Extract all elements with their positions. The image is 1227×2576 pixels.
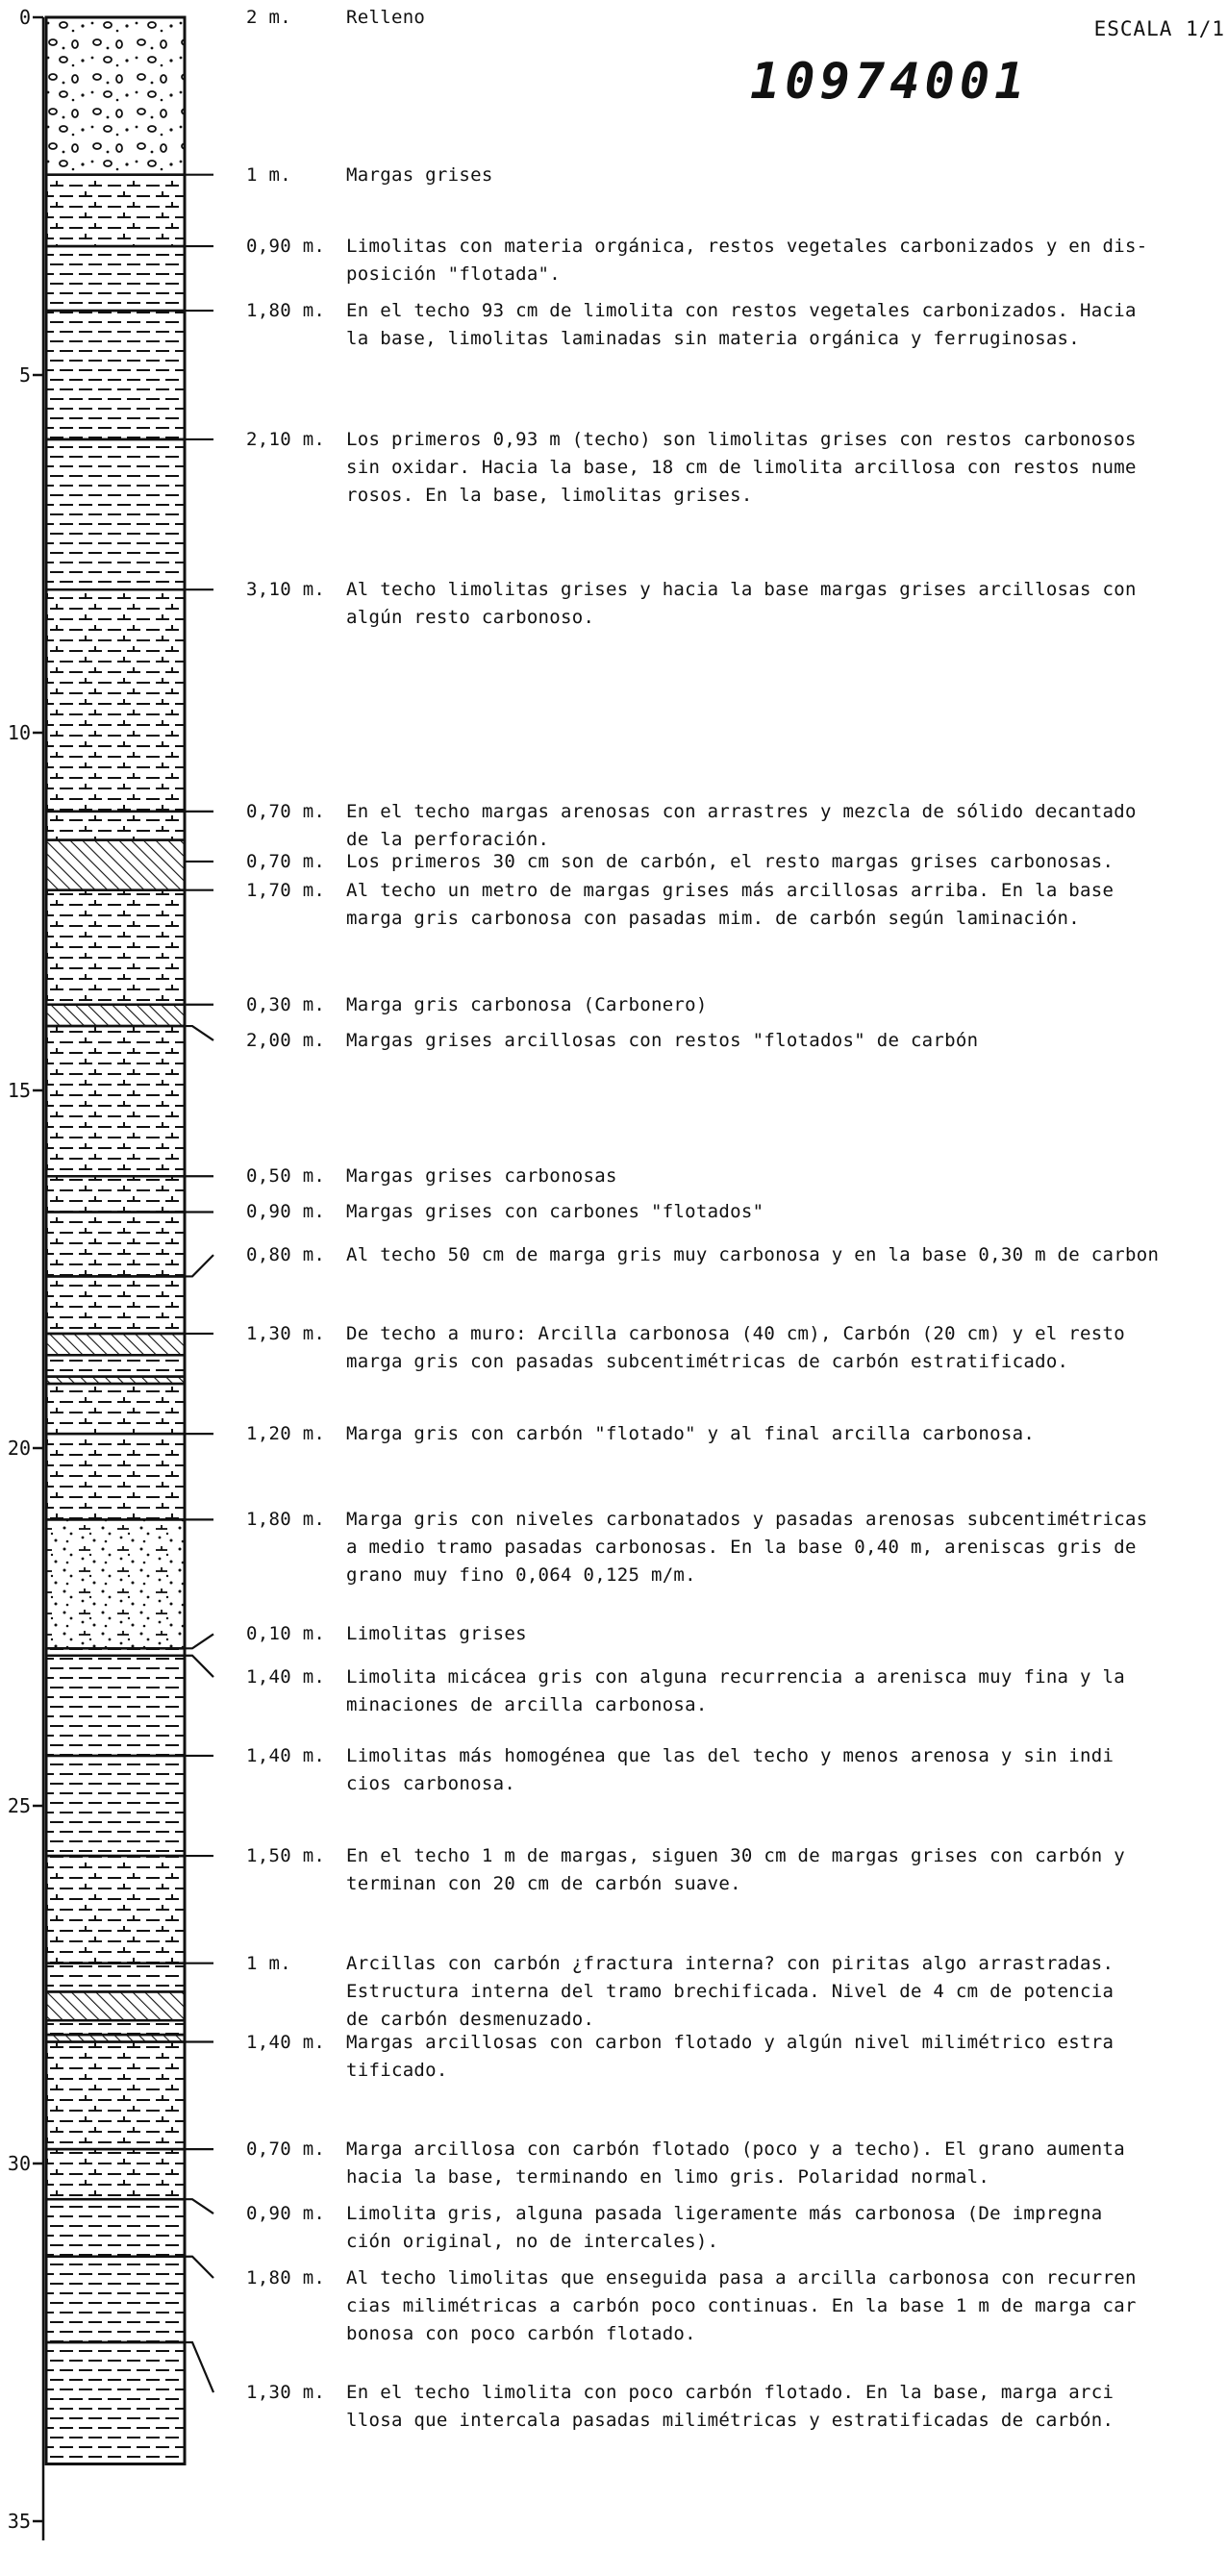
layer-15-silt	[46, 1355, 185, 1376]
description-line: Al techo un metro de margas grises más arcillosas arriba. En la base	[346, 879, 1114, 901]
layer-29-marl	[46, 2149, 185, 2199]
description-line: cias milimétricas a carbón poco continuas. En la base 1 m de marga car	[346, 2295, 1137, 2317]
layer-thickness: 1,30 m.	[246, 2382, 326, 2404]
leader-line	[185, 1255, 213, 1276]
layer-4-silt	[46, 439, 185, 589]
layer-thickness: 0,70 m.	[246, 850, 326, 872]
depth-tick-label: 5	[18, 363, 31, 387]
description-line: algún resto carbonoso.	[346, 607, 595, 629]
description-line: Limolitas más homogénea que las del techo y menos arenosa y sin indi	[346, 1744, 1114, 1766]
depth-tick-label: 35	[7, 2510, 31, 2533]
layer-19-sandy	[46, 1519, 185, 1648]
layer-thickness: 2 m.	[246, 7, 291, 28]
layer-thickness: 0,90 m.	[246, 1201, 326, 1223]
log-code: 10974001	[750, 53, 1030, 111]
layer-thickness: 1,40 m.	[246, 1744, 326, 1766]
description-line: Margas grises	[346, 163, 493, 186]
layer-12-marl	[46, 1212, 185, 1276]
description-line: Margas grises con carbones "flotados"	[346, 1201, 764, 1223]
description-line: llosa que intercala pasadas milimétricas y estratificadas de carbón.	[346, 2410, 1114, 2432]
description-line: Margas grises arcillosas con restos "flotados" de carbón	[346, 1029, 979, 1051]
layer-18-marl	[46, 1434, 185, 1519]
layer-description	[246, 233, 1147, 288]
description-line: marga gris carbonosa con pasadas mim. de carbón según laminación.	[346, 907, 1081, 929]
layer-description	[246, 2200, 1103, 2256]
layer-description	[246, 1163, 617, 1190]
description-line: Los primeros 30 cm son de carbón, el resto margas grises carbonosas.	[346, 850, 1114, 872]
depth-tick-label: 25	[7, 1794, 31, 1817]
layer-description	[246, 2136, 1125, 2191]
layer-thickness: 1,20 m.	[246, 1423, 326, 1445]
description-line: posición "flotada".	[346, 263, 562, 286]
layer-1-marl	[46, 175, 185, 246]
layer-21-silt	[46, 1656, 185, 1756]
layer-description	[246, 1420, 1035, 1448]
leader-line	[185, 1026, 213, 1040]
layer-5-marl	[46, 589, 185, 812]
layer-thickness: 2,10 m.	[246, 428, 326, 450]
description-line: Limolita gris, alguna pasada ligeramente más carbonosa (De impregna	[346, 2203, 1103, 2225]
layer-description	[246, 1950, 1114, 2034]
layer-31-silt	[46, 2257, 185, 2342]
layer-thickness: 0,70 m.	[246, 800, 326, 822]
depth-tick-label: 30	[7, 2152, 31, 2175]
depth-tick-label: 0	[18, 6, 31, 29]
layer-thickness: 2,00 m.	[246, 1029, 326, 1051]
layer-description	[246, 1842, 1125, 1898]
description-line: En el techo limolita con poco carbón flotado. En la base, marga arci	[346, 2382, 1114, 2404]
layer-7-coal	[46, 840, 185, 890]
layer-description	[246, 1663, 1125, 1719]
layer-9-coal	[46, 1005, 185, 1026]
layer-description	[246, 798, 1137, 854]
description-line: ción original, no de intercales).	[346, 2231, 719, 2253]
leader-line	[185, 1656, 213, 1677]
layer-description	[246, 1241, 1159, 1269]
layer-thickness: 1 m.	[246, 163, 291, 186]
description-line: Arcillas con carbón ¿fractura interna? con piritas algo arrastradas.	[346, 1952, 1114, 1974]
layer-description	[246, 576, 1137, 632]
description-line: Marga arcillosa con carbón flotado (poco y a techo). El grano aumenta	[346, 2138, 1125, 2161]
scale-label: ESCALA 1/1	[1093, 17, 1225, 40]
depth-tick-label: 10	[7, 721, 31, 744]
description-line: En el techo 93 cm de limolita con restos vegetales carbonizados. Hacia	[346, 300, 1137, 322]
depth-tick-label: 15	[7, 1079, 31, 1102]
layer-24-silt	[46, 1963, 185, 1992]
leader-line	[185, 2257, 213, 2278]
layer-0-fill	[46, 17, 185, 175]
layer-11-marl	[46, 1176, 185, 1212]
description-line: Margas grises carbonosas	[346, 1165, 617, 1188]
description-line: bonosa con poco carbón flotado.	[346, 2323, 696, 2345]
layer-thickness: 1,50 m.	[246, 1845, 326, 1867]
layer-description	[246, 877, 1114, 933]
layer-thickness: 1 m.	[246, 1952, 291, 1974]
description-line: la base, limolitas laminadas sin materia orgánica y ferruginosas.	[346, 328, 1081, 350]
layer-23-marl	[46, 1856, 185, 1963]
description-line: sin oxidar. Hacia la base, 18 cm de limolita arcillosa con restos nume	[346, 456, 1137, 478]
depth-tick-label: 20	[7, 1437, 31, 1460]
layer-thickness: 3,10 m.	[246, 579, 326, 601]
layer-10-marl	[46, 1026, 185, 1176]
layer-description	[246, 1320, 1125, 1376]
layer-description	[246, 991, 708, 1019]
layer-description	[246, 1620, 527, 1648]
layer-3-silt	[46, 311, 185, 439]
description-line: minaciones de arcilla carbonosa.	[346, 1694, 708, 1716]
description-line: terminan con 20 cm de carbón suave.	[346, 1873, 741, 1895]
description-line: De techo a muro: Arcilla carbonosa (40 cm), Carbón (20 cm) y el resto	[346, 1322, 1125, 1344]
layer-description	[246, 1027, 978, 1055]
layer-description	[246, 848, 1114, 876]
description-line: marga gris con pasadas subcentimétricas de carbón estratificado.	[346, 1350, 1069, 1372]
layer-thickness: 1,30 m.	[246, 1322, 326, 1344]
description-line: grano muy fino 0,064 0,125 m/m.	[346, 1564, 696, 1587]
leader-line	[185, 2342, 213, 2392]
layer-thickness: 0,80 m.	[246, 1244, 326, 1266]
description-line: a medio tramo pasadas carbonosas. En la base 0,40 m, areniscas gris de	[346, 1537, 1137, 1559]
layer-thickness: 0,90 m.	[246, 236, 326, 258]
description-line: rosos. En la base, limolitas grises.	[346, 484, 753, 506]
description-line: cios carbonosa.	[346, 1772, 516, 1794]
description-line: tificado.	[346, 2059, 448, 2081]
layer-thickness: 0,90 m.	[246, 2203, 326, 2225]
description-line: En el techo margas arenosas con arrastres y mezcla de sólido decantado	[346, 800, 1137, 822]
description-line: Al techo 50 cm de marga gris muy carbonosa y en la base 0,30 m de carbon	[346, 1244, 1160, 1266]
layer-thickness: 1,40 m.	[246, 2031, 326, 2053]
layer-8-marl	[46, 890, 185, 1005]
layer-thickness: 1,80 m.	[246, 300, 326, 322]
layer-22-silt	[46, 1756, 185, 1856]
layer-description	[246, 162, 493, 189]
description-line: En el techo 1 m de margas, siguen 30 cm de margas grises con carbón y	[346, 1845, 1125, 1867]
layer-17-marl	[46, 1384, 185, 1434]
layer-description	[246, 4, 425, 32]
description-line: Los primeros 0,93 m (techo) son limolitas grises con restos carbonosos	[346, 428, 1137, 450]
description-line: Limolita micácea gris con alguna recurrencia a arenisca muy fina y la	[346, 1666, 1125, 1688]
layer-thickness: 0,10 m.	[246, 1623, 326, 1645]
layer-thickness: 1,70 m.	[246, 879, 326, 901]
description-line: Estructura interna del tramo brechificada. Nivel de 4 cm de potencia	[346, 1980, 1114, 2002]
layer-2-silt	[46, 246, 185, 311]
description-line: Marga gris con carbón "flotado" y al final arcilla carbonosa.	[346, 1423, 1036, 1445]
layer-6-marl	[46, 812, 185, 840]
layer-thickness: 1,80 m.	[246, 1509, 326, 1531]
layer-description	[246, 297, 1137, 353]
description-line: hacia la base, terminando en limo gris. Polaridad normal.	[346, 2166, 990, 2188]
description-line: Marga gris con niveles carbonatados y pasadas arenosas subcentimétricas	[346, 1509, 1148, 1531]
layer-28-marl	[46, 2042, 185, 2150]
layer-description	[246, 426, 1137, 510]
layer-thickness: 1,80 m.	[246, 2267, 326, 2289]
layer-32-silt	[46, 2342, 185, 2463]
leader-line	[185, 1634, 213, 1648]
description-line: Al techo limolitas grises y hacia la base margas grises arcillosas con	[346, 579, 1137, 601]
layer-30-silt	[46, 2199, 185, 2257]
layer-description	[246, 2379, 1114, 2435]
layer-description	[246, 2029, 1114, 2085]
layer-description	[246, 1198, 764, 1226]
description-line: de carbón desmenuzado.	[346, 2008, 595, 2030]
layer-description	[246, 1742, 1114, 1798]
description-line: Margas arcillosas con carbon flotado y algún nivel milimétrico estra	[346, 2031, 1114, 2053]
leader-line	[185, 2199, 213, 2213]
layer-thickness: 1,40 m.	[246, 1666, 326, 1688]
description-line: Marga gris carbonosa (Carbonero)	[346, 993, 708, 1015]
layer-13-marl	[46, 1276, 185, 1334]
layer-26-silt	[46, 2020, 185, 2035]
description-line: Limolitas grises	[346, 1623, 527, 1645]
layer-thickness: 0,50 m.	[246, 1165, 326, 1188]
description-line: de la perforación.	[346, 828, 550, 850]
description-line: Relleno	[346, 7, 426, 28]
layer-thickness: 0,30 m.	[246, 993, 326, 1015]
description-line: Limolitas con materia orgánica, restos vegetales carbonizados y en dis-	[346, 236, 1148, 258]
layer-thickness: 0,70 m.	[246, 2138, 326, 2161]
description-line: Al techo limolitas que enseguida pasa a arcilla carbonosa con recurren	[346, 2267, 1137, 2289]
layer-14-coal	[46, 1334, 185, 1355]
layer-25-coal	[46, 1991, 185, 2020]
layer-description	[246, 2264, 1137, 2348]
layer-description	[246, 1506, 1147, 1589]
